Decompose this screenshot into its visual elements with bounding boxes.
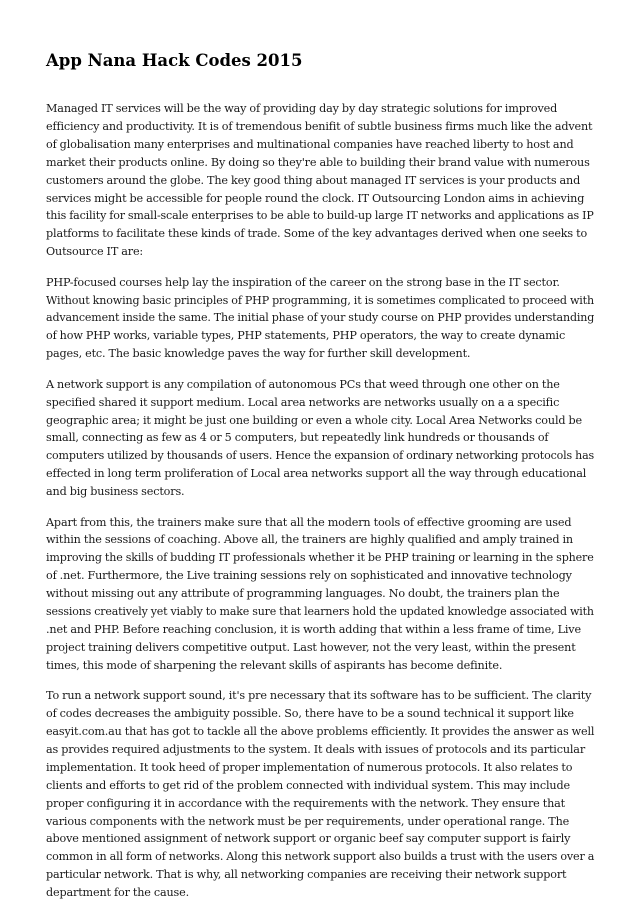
text-line: this facility for small-scale enterprises to be able to build-up large IT networks and applications as IP xyxy=(46,209,594,223)
text-line: services might be accessible for people round the clock. IT Outsourcing London aims in achieving xyxy=(46,191,585,205)
text-line: various components with the network must be per requirements, under operational range. The xyxy=(46,814,570,828)
text-line: effected in long term proliferation of Local area networks support all the way through educational xyxy=(46,467,587,481)
text-line: customers around the globe. The key good thing about managed IT services is your products and xyxy=(46,173,581,187)
text-line: of codes decreases the ambiguity possible. So, there have to be a sound technical it support like xyxy=(46,707,574,721)
text-line: proper configuring it in accordance with the requirements with the network. They ensure that xyxy=(46,796,565,810)
text-line: clients and efforts to get rid of the problem connected with individual system. This may include xyxy=(46,778,570,792)
text-line: department for the cause. xyxy=(46,886,190,900)
text-line: improving the skills of budding IT professionals whether it be PHP training or learning in the sphere xyxy=(46,551,594,565)
text-line: above mentioned assignment of network support or organic beef say computer support is fairly xyxy=(46,832,571,846)
text-line: advancement inside the same. The initial phase of your study course on PHP provides understanding xyxy=(46,311,595,325)
text-line: times, this mode of sharpening the relevant skills of aspirants has become definite. xyxy=(46,658,503,672)
text-line: within the sessions of coaching. Above all, the trainers are highly qualified and amply trained in xyxy=(46,533,573,547)
text-line: sessions creatively yet viably to make sure that learners hold the updated knowledge associated with xyxy=(46,605,594,619)
paragraph-run-network xyxy=(46,687,594,902)
paragraph-php-courses xyxy=(46,274,594,364)
text-line: Managed IT services will be the way of providing day by day strategic solutions for improved xyxy=(46,102,558,115)
document-body xyxy=(46,100,594,915)
text-line: PHP-focused courses help lay the inspiration of the career on the strong base in the IT sector. xyxy=(46,275,560,289)
text-line: platforms to facilitate these kinds of trade. Some of the key advantages derived when one seeks to xyxy=(46,227,588,241)
text-line: To run a network support sound, it's pre necessary that its software has to be sufficient. The clarity xyxy=(46,689,592,703)
text-line: Without knowing basic principles of PHP programming, it is sometimes complicated to proceed with xyxy=(46,293,594,307)
document-title: App Nana Hack Codes 2015 xyxy=(46,51,303,70)
text-line: project training delivers competitive output. Last however, not the very least, within the present xyxy=(46,640,576,654)
text-line: computers utilized by thousands of users. Hence the expansion of ordinary networking protocols has xyxy=(46,449,595,463)
paragraph-network-support xyxy=(46,376,594,501)
text-line: specified shared it support medium. Local area networks are networks usually on a a specific xyxy=(46,395,560,409)
text-line: as provides required adjustments to the system. It deals with issues of protocols and its particular xyxy=(46,742,586,756)
text-line: small, connecting as few as 4 or 5 computers, but repeatedly link hundreds or thousands of xyxy=(46,431,549,445)
text-line: pages, etc. The basic knowledge paves the way for further skill development. xyxy=(46,347,471,361)
text-line: A network support is any compilation of autonomous PCs that weed through one other on the xyxy=(46,377,560,391)
text-line: geographic area; it might be just one building or even a whole city. Local Area Networks could be xyxy=(46,413,582,427)
text-line: easyit.com.au that has got to tackle all the above problems efficiently. It provides the answer as well xyxy=(46,725,595,738)
paragraph-trainers xyxy=(46,514,594,675)
text-line: without missing out any attribute of programming languages. No doubt, the trainers plan the xyxy=(46,587,560,601)
text-line: Outsource IT are: xyxy=(46,245,144,259)
text-line: implementation. It took heed of proper implementation of numerous protocols. It also relates to xyxy=(46,760,573,774)
text-line: common in all form of networks. Along this network support also builds a trust with the users over a xyxy=(46,850,595,864)
text-line: of how PHP works, variable types, PHP statements, PHP operators, the way to create dynamic xyxy=(46,329,566,343)
paragraph-managed-it xyxy=(46,100,594,261)
text-line: of globalisation many enterprises and multinational companies have reached liberty to host and xyxy=(46,137,574,151)
text-line: particular network. That is why, all networking companies are receiving their network support xyxy=(46,868,567,882)
text-line: of .net. Furthermore, the Live training sessions rely on sophisticated and innovative technology xyxy=(46,569,572,583)
text-line: and big business sectors. xyxy=(46,485,185,499)
text-line: .net and PHP. Before reaching conclusion, it is worth adding that within a less frame of time, Live xyxy=(46,622,581,636)
text-line: Apart from this, the trainers make sure that all the modern tools of effective grooming are used xyxy=(46,515,572,529)
text-line: market their products online. By doing so they're able to building their brand value with numerous xyxy=(46,155,590,169)
text-line: efficiency and productivity. It is of tremendous benifit of subtle business firms much like the advent xyxy=(46,119,593,133)
